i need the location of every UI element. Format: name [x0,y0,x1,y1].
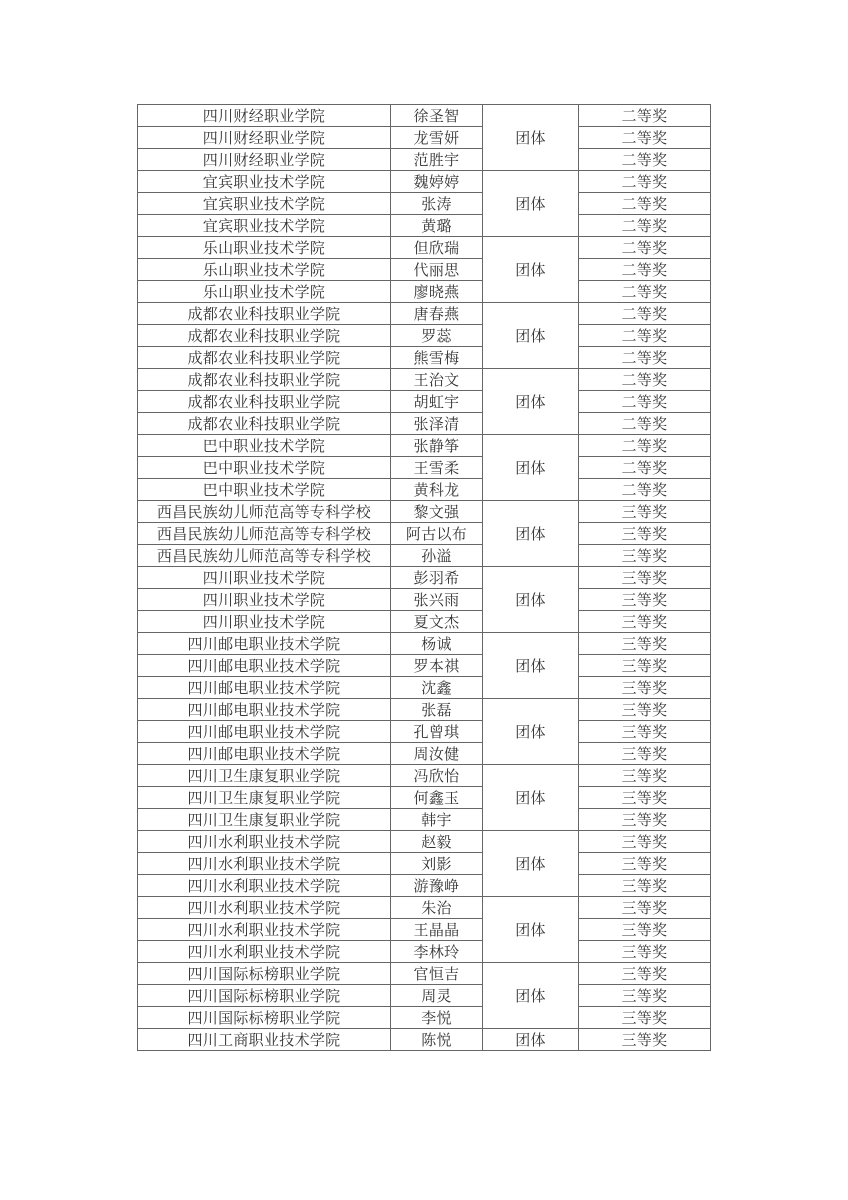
table-row [138,281,711,303]
school-cell: 四川邮电职业技术学院 [138,721,391,743]
award-cell: 三等奖 [579,963,711,985]
name-cell: 王治文 [391,369,483,391]
name-cell: 官恒吉 [391,963,483,985]
table-row [138,501,711,523]
award-cell: 三等奖 [579,501,711,523]
name-cell: 孙溢 [391,545,483,567]
award-cell: 二等奖 [579,413,711,435]
type-cell: 团体 [483,1029,579,1051]
school-cell: 四川财经职业学院 [138,127,391,149]
name-cell: 韩宇 [391,809,483,831]
award-cell: 三等奖 [579,787,711,809]
name-cell: 朱治 [391,897,483,919]
type-cell: 团体 [483,435,579,501]
name-cell: 杨诚 [391,633,483,655]
name-cell: 代丽思 [391,259,483,281]
type-cell: 团体 [483,105,579,171]
school-cell: 四川职业技术学院 [138,611,391,633]
award-cell: 二等奖 [579,457,711,479]
award-table [137,104,711,1051]
school-cell: 西昌民族幼儿师范高等专科学校 [138,545,391,567]
name-cell: 陈悦 [391,1029,483,1051]
table-row [138,1007,711,1029]
name-cell: 罗本祺 [391,655,483,677]
name-cell: 胡虹宇 [391,391,483,413]
award-cell: 三等奖 [579,589,711,611]
school-cell: 西昌民族幼儿师范高等专科学校 [138,523,391,545]
award-cell: 三等奖 [579,633,711,655]
award-cell: 二等奖 [579,391,711,413]
name-cell: 王雪柔 [391,457,483,479]
type-cell: 团体 [483,171,579,237]
table-row [138,1029,711,1051]
school-cell: 宜宾职业技术学院 [138,193,391,215]
award-cell: 三等奖 [579,545,711,567]
table-row [138,325,711,347]
table-row [138,589,711,611]
table-row [138,963,711,985]
school-cell: 四川水利职业技术学院 [138,875,391,897]
award-cell: 三等奖 [579,985,711,1007]
name-cell: 张静筝 [391,435,483,457]
name-cell: 罗蕊 [391,325,483,347]
type-cell: 团体 [483,897,579,963]
table-row [138,457,711,479]
table-row [138,743,711,765]
school-cell: 成都农业科技职业学院 [138,413,391,435]
award-cell: 三等奖 [579,941,711,963]
award-cell: 二等奖 [579,127,711,149]
school-cell: 四川水利职业技术学院 [138,831,391,853]
school-cell: 四川水利职业技术学院 [138,853,391,875]
name-cell: 熊雪梅 [391,347,483,369]
award-cell: 二等奖 [579,193,711,215]
school-cell: 四川国际标榜职业学院 [138,963,391,985]
type-cell: 团体 [483,765,579,831]
name-cell: 但欣瑞 [391,237,483,259]
school-cell: 宜宾职业技术学院 [138,171,391,193]
name-cell: 何鑫玉 [391,787,483,809]
table-row [138,127,711,149]
table-row [138,413,711,435]
school-cell: 四川卫生康复职业学院 [138,787,391,809]
school-cell: 四川邮电职业技术学院 [138,655,391,677]
table-row [138,875,711,897]
table-row [138,193,711,215]
award-cell: 二等奖 [579,479,711,501]
award-cell: 三等奖 [579,611,711,633]
school-cell: 乐山职业技术学院 [138,237,391,259]
award-cell: 二等奖 [579,105,711,127]
name-cell: 龙雪妍 [391,127,483,149]
school-cell: 四川邮电职业技术学院 [138,743,391,765]
type-cell: 团体 [483,501,579,567]
award-cell: 二等奖 [579,259,711,281]
type-cell: 团体 [483,633,579,699]
name-cell: 沈鑫 [391,677,483,699]
table-row [138,369,711,391]
school-cell: 四川水利职业技术学院 [138,897,391,919]
name-cell: 周灵 [391,985,483,1007]
school-cell: 四川水利职业技术学院 [138,919,391,941]
award-table-body [138,105,711,1051]
award-cell: 二等奖 [579,369,711,391]
award-cell: 三等奖 [579,897,711,919]
name-cell: 夏文杰 [391,611,483,633]
table-row [138,721,711,743]
name-cell: 黎文强 [391,501,483,523]
award-cell: 二等奖 [579,303,711,325]
name-cell: 魏婷婷 [391,171,483,193]
type-cell: 团体 [483,699,579,765]
award-cell: 三等奖 [579,655,711,677]
school-cell: 四川邮电职业技术学院 [138,677,391,699]
award-cell: 二等奖 [579,281,711,303]
award-cell: 三等奖 [579,809,711,831]
school-cell: 成都农业科技职业学院 [138,347,391,369]
table-row [138,831,711,853]
type-cell: 团体 [483,303,579,369]
school-cell: 四川邮电职业技术学院 [138,699,391,721]
table-row [138,677,711,699]
award-cell: 三等奖 [579,765,711,787]
name-cell: 阿古以布 [391,523,483,545]
name-cell: 刘影 [391,853,483,875]
school-cell: 成都农业科技职业学院 [138,303,391,325]
school-cell: 四川水利职业技术学院 [138,941,391,963]
award-cell: 二等奖 [579,171,711,193]
name-cell: 周汝健 [391,743,483,765]
name-cell: 徐圣智 [391,105,483,127]
school-cell: 巴中职业技术学院 [138,457,391,479]
name-cell: 冯欣怡 [391,765,483,787]
name-cell: 王晶晶 [391,919,483,941]
name-cell: 廖晓燕 [391,281,483,303]
table-row [138,853,711,875]
table-row [138,699,711,721]
name-cell: 唐春燕 [391,303,483,325]
school-cell: 四川邮电职业技术学院 [138,633,391,655]
school-cell: 四川职业技术学院 [138,589,391,611]
school-cell: 乐山职业技术学院 [138,281,391,303]
table-row [138,435,711,457]
table-row [138,347,711,369]
table-row [138,237,711,259]
award-cell: 三等奖 [579,853,711,875]
table-row [138,171,711,193]
school-cell: 四川国际标榜职业学院 [138,985,391,1007]
table-row [138,897,711,919]
name-cell: 赵毅 [391,831,483,853]
school-cell: 巴中职业技术学院 [138,435,391,457]
name-cell: 孔曾琪 [391,721,483,743]
type-cell: 团体 [483,963,579,1029]
award-cell: 三等奖 [579,1029,711,1051]
table-row [138,105,711,127]
table-row [138,391,711,413]
table-row [138,985,711,1007]
award-cell: 三等奖 [579,677,711,699]
award-cell: 二等奖 [579,237,711,259]
table-row [138,633,711,655]
award-cell: 二等奖 [579,347,711,369]
table-row [138,567,711,589]
table-row [138,303,711,325]
school-cell: 四川卫生康复职业学院 [138,765,391,787]
award-cell: 三等奖 [579,567,711,589]
award-cell: 二等奖 [579,215,711,237]
name-cell: 张磊 [391,699,483,721]
name-cell: 黄科龙 [391,479,483,501]
school-cell: 成都农业科技职业学院 [138,391,391,413]
name-cell: 李悦 [391,1007,483,1029]
award-cell: 三等奖 [579,1007,711,1029]
name-cell: 张兴雨 [391,589,483,611]
table-row [138,479,711,501]
table-row [138,149,711,171]
table-row [138,787,711,809]
name-cell: 游豫峥 [391,875,483,897]
school-cell: 西昌民族幼儿师范高等专科学校 [138,501,391,523]
table-row [138,655,711,677]
award-cell: 三等奖 [579,875,711,897]
award-cell: 二等奖 [579,325,711,347]
table-row [138,259,711,281]
name-cell: 李林玲 [391,941,483,963]
table-row [138,545,711,567]
award-cell: 三等奖 [579,523,711,545]
type-cell: 团体 [483,831,579,897]
type-cell: 团体 [483,237,579,303]
school-cell: 四川卫生康复职业学院 [138,809,391,831]
name-cell: 黄璐 [391,215,483,237]
award-cell: 二等奖 [579,435,711,457]
table-row [138,941,711,963]
type-cell: 团体 [483,369,579,435]
school-cell: 四川财经职业学院 [138,149,391,171]
school-cell: 四川财经职业学院 [138,105,391,127]
award-cell: 三等奖 [579,919,711,941]
name-cell: 张泽清 [391,413,483,435]
table-row [138,215,711,237]
school-cell: 巴中职业技术学院 [138,479,391,501]
award-cell: 三等奖 [579,831,711,853]
award-cell: 三等奖 [579,721,711,743]
table-row [138,809,711,831]
school-cell: 乐山职业技术学院 [138,259,391,281]
school-cell: 四川国际标榜职业学院 [138,1007,391,1029]
award-cell: 二等奖 [579,149,711,171]
school-cell: 成都农业科技职业学院 [138,325,391,347]
school-cell: 四川职业技术学院 [138,567,391,589]
award-cell: 三等奖 [579,699,711,721]
award-cell: 三等奖 [579,743,711,765]
table-row [138,523,711,545]
table-row [138,611,711,633]
school-cell: 宜宾职业技术学院 [138,215,391,237]
school-cell: 四川工商职业技术学院 [138,1029,391,1051]
name-cell: 范胜宇 [391,149,483,171]
school-cell: 成都农业科技职业学院 [138,369,391,391]
table-row [138,919,711,941]
table-row [138,765,711,787]
name-cell: 张涛 [391,193,483,215]
name-cell: 彭羽希 [391,567,483,589]
type-cell: 团体 [483,567,579,633]
